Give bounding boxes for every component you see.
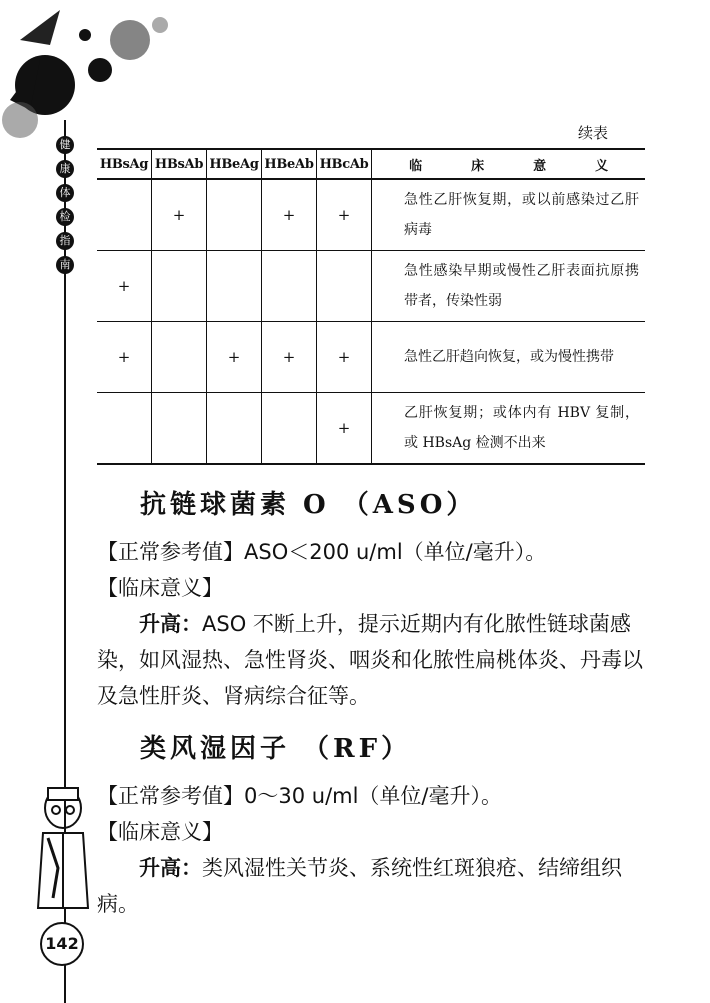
clinical-significance-label: 【临床意义】: [97, 576, 223, 600]
side-title-char: 健: [56, 136, 74, 154]
table-cell: +: [317, 179, 372, 251]
meaning-text: 急性感染早期或慢性乙肝表面抗原携带者，传染性弱: [404, 263, 639, 309]
rise-paragraph: [97, 606, 657, 714]
meaning-cell: [372, 393, 646, 465]
corner-decoration: [0, 0, 210, 140]
reference-value: ASO＜200 u/ml（单位/毫升）。: [244, 540, 547, 564]
rise-text: 类风湿性关节炎、系统性红斑狼疮、结缔组织病。: [97, 856, 622, 916]
table-cell: +: [207, 322, 262, 393]
column-header: HBeAb: [262, 149, 317, 179]
table-header-row: [97, 149, 645, 179]
side-title-char: 指: [56, 232, 74, 250]
hbv-marker-table: [97, 148, 645, 465]
rise-label: 升高：: [139, 856, 202, 880]
meaning-header: [372, 149, 646, 179]
table-cell: [262, 251, 317, 322]
table-cell: +: [262, 322, 317, 393]
meaning-header-char: 床: [471, 158, 484, 174]
table-cell: +: [97, 322, 152, 393]
table-cell: [262, 393, 317, 465]
meaning-header-char: 临: [409, 158, 422, 174]
table-row: [97, 322, 645, 393]
reference-label: 【正常参考值】: [97, 784, 244, 808]
table-cell: [152, 251, 207, 322]
clinical-significance-label: 【临床意义】: [97, 820, 223, 844]
aso-section-body: [97, 534, 657, 714]
section-title-rf: 类风湿因子 （RF）: [140, 734, 412, 764]
table-cell: [207, 393, 262, 465]
table-row: [97, 251, 645, 322]
rise-text: ASO 不断上升，提示近期内有化脓性链球菌感染，如风湿热、急性肾炎、咽炎和化脓性扁桃体炎、丹毒以及急性肝炎、肾病综合征等。: [97, 612, 643, 708]
reference-value-line: [97, 534, 657, 570]
side-title-char: 体: [56, 184, 74, 202]
page-number: 142: [40, 922, 84, 966]
table-cell: [152, 322, 207, 393]
side-title-char: 南: [56, 256, 74, 274]
table-cell: [207, 251, 262, 322]
table-row: [97, 393, 645, 465]
reference-label: 【正常参考值】: [97, 540, 244, 564]
table-cell: +: [262, 179, 317, 251]
table-cell: +: [97, 251, 152, 322]
meaning-cell: [372, 322, 646, 393]
rise-paragraph: [97, 850, 657, 922]
side-title-char: 康: [56, 160, 74, 178]
rf-section-body: [97, 778, 657, 922]
reference-value: 0～30 u/ml（单位/毫升）。: [244, 784, 503, 808]
meaning-header-char: 义: [595, 158, 608, 174]
doctor-illustration: [28, 778, 98, 918]
section-title-aso: 抗链球菌素 O （ASO）: [140, 490, 477, 520]
meaning-header-char: 意: [533, 158, 546, 174]
meaning-cell: [372, 251, 646, 322]
column-header: HBeAg: [207, 149, 262, 179]
meaning-cell: [372, 179, 646, 251]
table-cell: +: [317, 322, 372, 393]
table-row: [97, 179, 645, 251]
table-cell: [152, 393, 207, 465]
table-cell: [207, 179, 262, 251]
table-cell: [317, 251, 372, 322]
meaning-text: 乙肝恢复期；或体内有 HBV 复制，或 HBsAg 检测不出来: [404, 405, 639, 451]
column-header: HBsAg: [97, 149, 152, 179]
column-header: HBsAb: [152, 149, 207, 179]
side-title: [56, 136, 74, 274]
table-cell: [97, 393, 152, 465]
side-title-char: 检: [56, 208, 74, 226]
column-header: HBcAb: [317, 149, 372, 179]
table-cell: +: [152, 179, 207, 251]
meaning-text: 急性乙肝恢复期，或以前感染过乙肝病毒: [404, 192, 639, 238]
continued-label: 续表: [578, 124, 609, 142]
table-cell: [97, 179, 152, 251]
table-cell: +: [317, 393, 372, 465]
reference-value-line: [97, 778, 657, 814]
meaning-text: 急性乙肝趋向恢复，或为慢性携带: [404, 349, 614, 365]
rise-label: 升高：: [139, 612, 202, 636]
